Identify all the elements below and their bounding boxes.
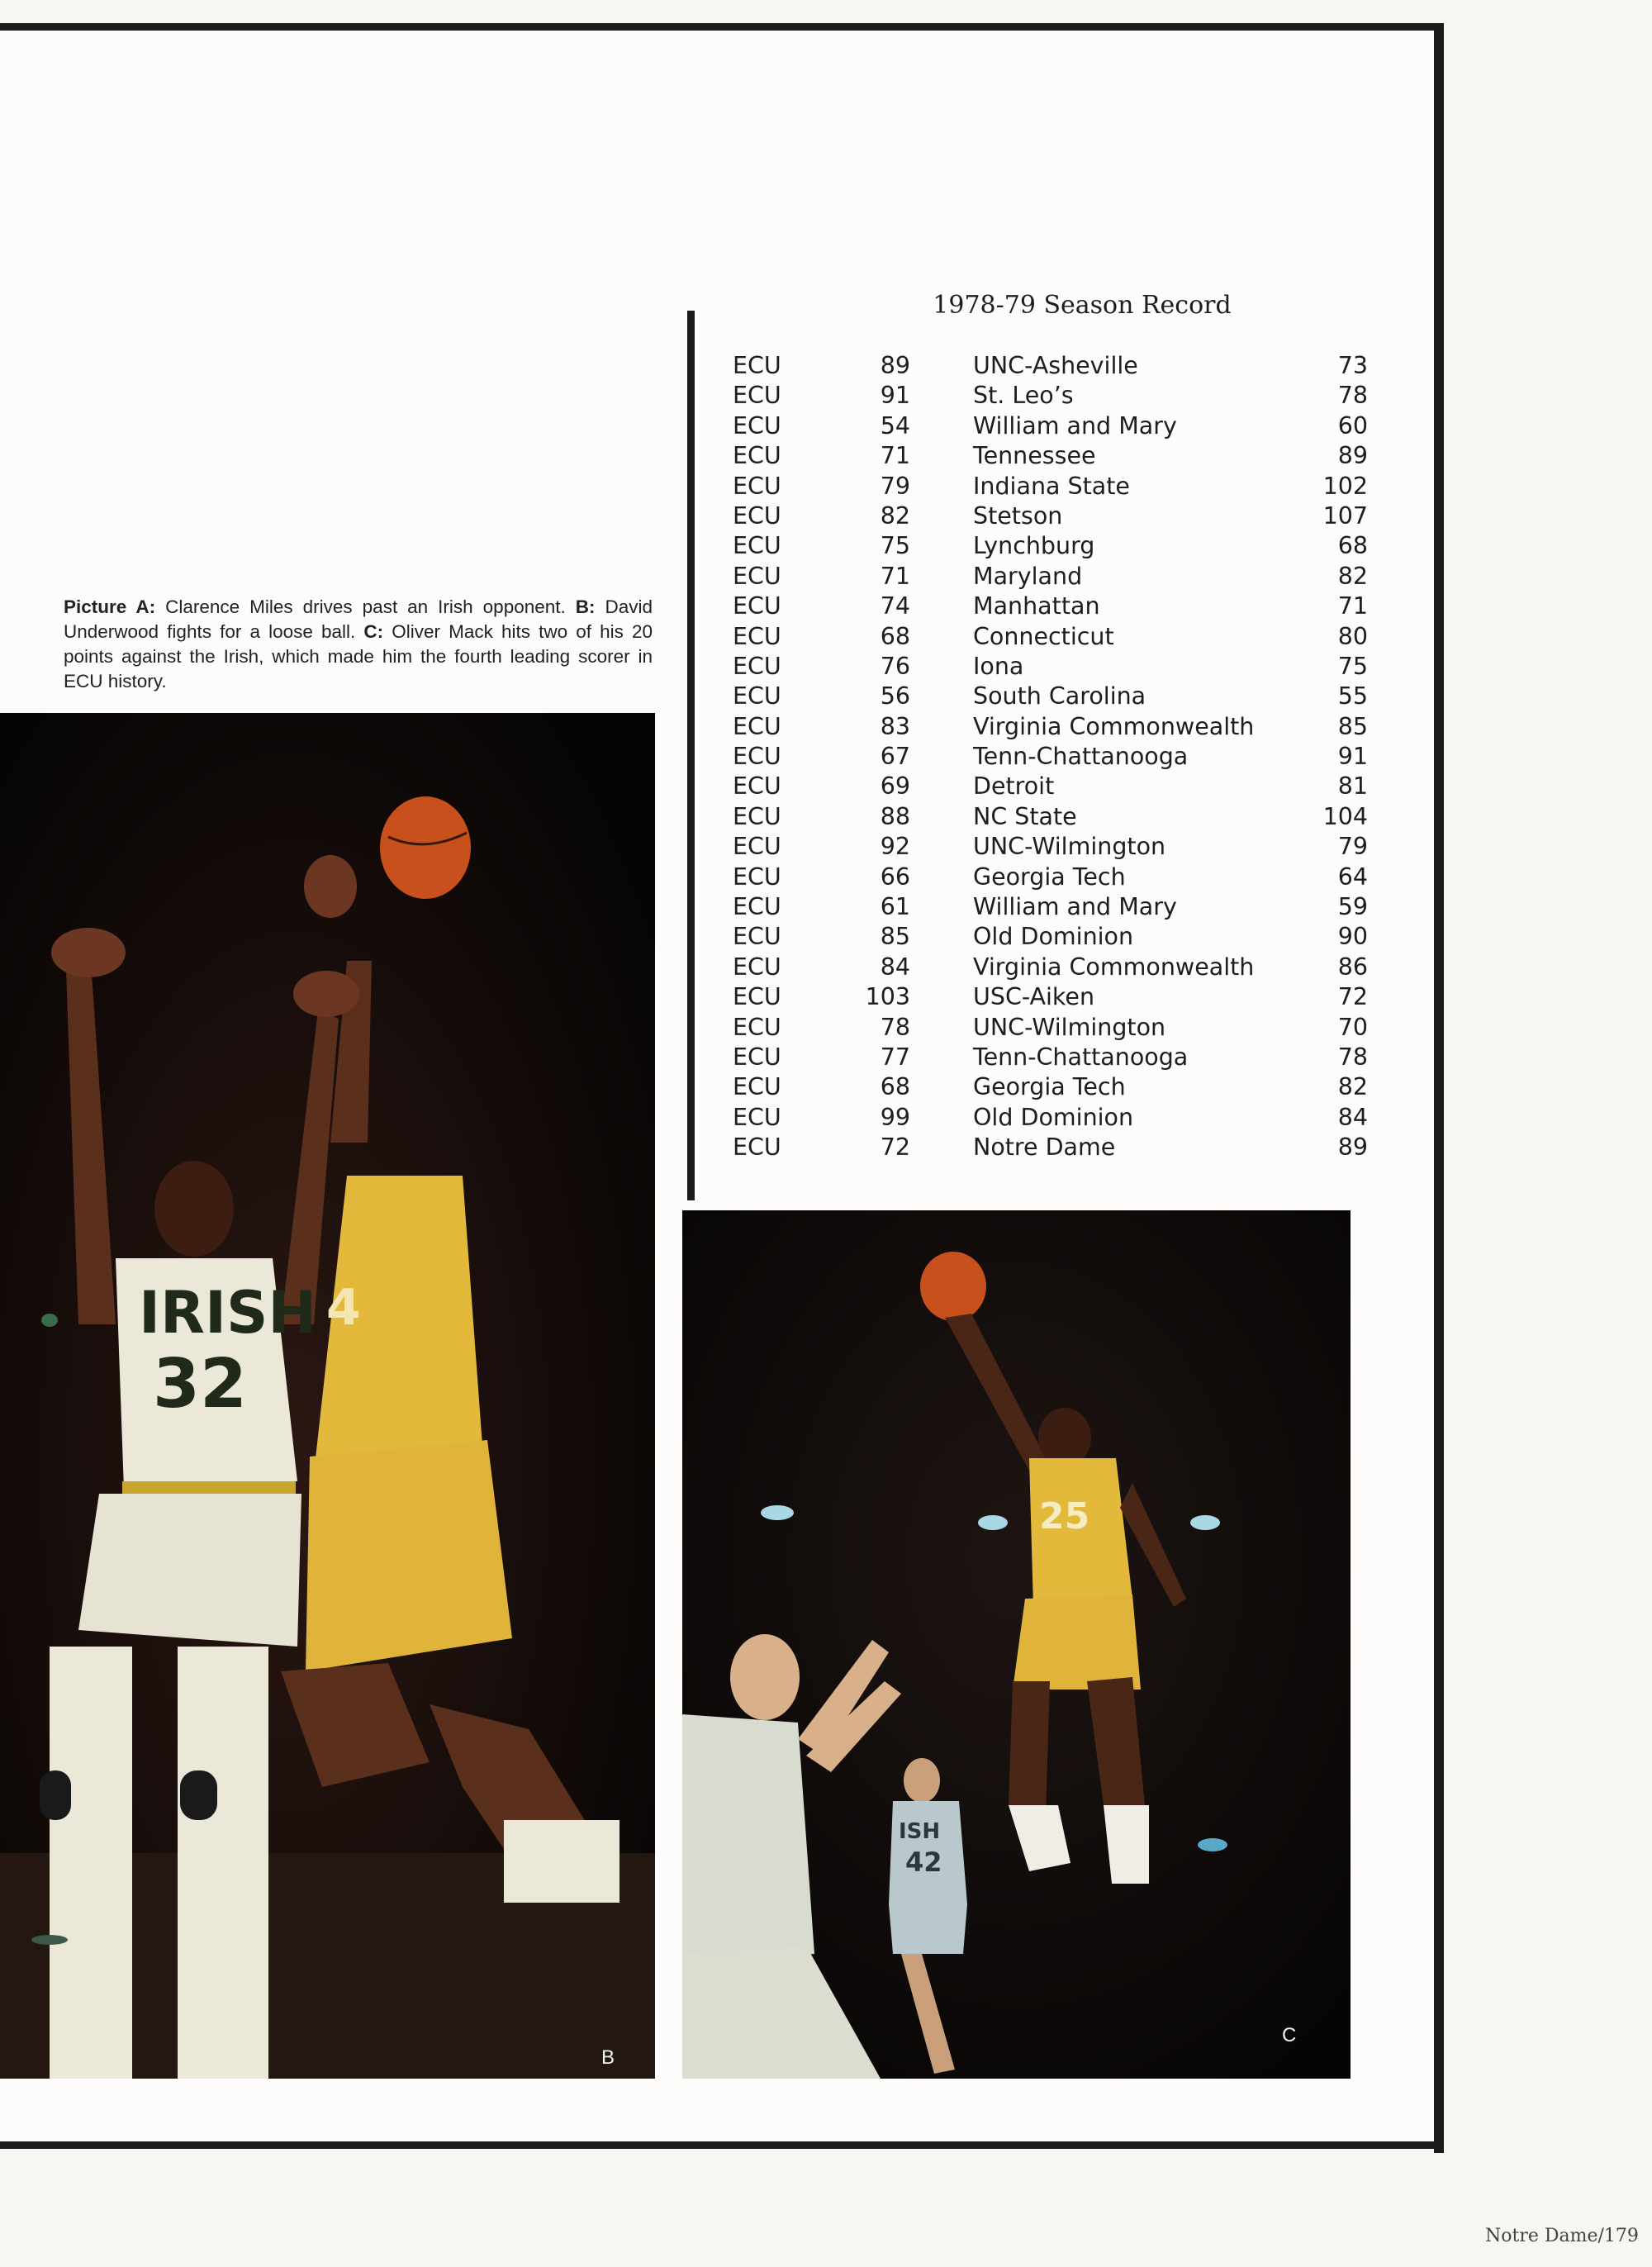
record-opponent: UNC-Asheville (973, 352, 1138, 379)
record-team: ECU (733, 682, 781, 711)
record-opponent-score: 75 (1337, 652, 1368, 680)
record-opponent: Virginia Commonwealth (973, 953, 1255, 981)
record-row (727, 351, 1379, 381)
photo-b-illustration (0, 713, 655, 2079)
record-score: 61 (880, 893, 910, 921)
record-opponent-score: 89 (1337, 1134, 1368, 1162)
record-row (727, 1013, 1379, 1043)
record-row (727, 863, 1379, 892)
record-opponent-score: 104 (1322, 802, 1368, 830)
record-team: ECU (733, 923, 781, 951)
jersey-irish-text: IRISH (139, 1279, 316, 1347)
record-opponent-score: 68 (1337, 532, 1368, 560)
record-opponent: Stetson (973, 501, 1063, 530)
record-row (727, 622, 1379, 652)
record-opponent-score: 71 (1337, 592, 1368, 620)
photo-c-illustration (682, 1210, 1351, 2079)
record-row (727, 712, 1379, 742)
record-row (727, 531, 1379, 561)
record-score: 78 (880, 1013, 910, 1041)
record-opponent: Notre Dame (973, 1134, 1116, 1162)
record-opponent-score: 80 (1337, 622, 1368, 650)
record-row (727, 953, 1379, 982)
record-row (727, 652, 1379, 682)
record-opponent: Old Dominion (973, 923, 1134, 951)
record-opponent: William and Mary (973, 893, 1177, 921)
record-score: 84 (880, 953, 910, 981)
record-score: 89 (880, 352, 910, 379)
record-opponent: South Carolina (973, 682, 1146, 711)
record-opponent: Tennessee (973, 442, 1096, 470)
record-team: ECU (733, 833, 781, 861)
record-team: ECU (733, 652, 781, 680)
record-team: ECU (733, 1043, 781, 1071)
page-frame-right (1434, 23, 1444, 2153)
record-score: 82 (880, 501, 910, 530)
record-team: ECU (733, 442, 781, 470)
record-row (727, 1133, 1379, 1162)
record-score: 54 (880, 411, 910, 440)
record-row (727, 381, 1379, 411)
page-frame-top (0, 23, 1444, 31)
record-opponent-score: 107 (1322, 501, 1368, 530)
record-team: ECU (733, 411, 781, 440)
record-opponent-score: 55 (1337, 682, 1368, 711)
record-row (727, 501, 1379, 531)
record-score: 91 (880, 382, 910, 410)
record-score: 92 (880, 833, 910, 861)
record-opponent-score: 90 (1337, 923, 1368, 951)
record-team: ECU (733, 532, 781, 560)
record-opponent: UNC-Wilmington (973, 833, 1166, 861)
record-team: ECU (733, 1013, 781, 1041)
page-folio: Notre Dame/179 (1485, 2226, 1639, 2246)
jersey-ish-text: ISH (899, 1819, 941, 1844)
record-score: 79 (880, 472, 910, 500)
photo-caption (64, 595, 653, 694)
record-score: 74 (880, 592, 910, 620)
record-row (727, 592, 1379, 621)
record-opponent-score: 85 (1337, 712, 1368, 740)
record-row (727, 1103, 1379, 1133)
record-score: 72 (880, 1134, 910, 1162)
record-row (727, 562, 1379, 592)
record-opponent-score: 82 (1337, 1073, 1368, 1101)
record-row (727, 1043, 1379, 1072)
record-row (727, 411, 1379, 441)
caption-label-b: B: (575, 596, 596, 617)
record-opponent-score: 72 (1337, 983, 1368, 1011)
photo-b-label: B (601, 2046, 615, 2069)
jersey-32-text: 32 (153, 1345, 248, 1423)
record-opponent: William and Mary (973, 411, 1177, 440)
record-row (727, 682, 1379, 711)
record-row (727, 772, 1379, 801)
record-team: ECU (733, 802, 781, 830)
record-opponent: Georgia Tech (973, 863, 1126, 891)
record-score: 71 (880, 562, 910, 590)
caption-label-c: C: (363, 620, 384, 642)
record-opponent-score: 86 (1337, 953, 1368, 981)
record-opponent-score: 89 (1337, 442, 1368, 470)
record-opponent: Virginia Commonwealth (973, 712, 1255, 740)
record-opponent: USC-Aiken (973, 983, 1095, 1011)
jersey-25-text: 25 (1039, 1495, 1090, 1537)
record-score: 66 (880, 863, 910, 891)
record-score: 77 (880, 1043, 910, 1071)
record-team: ECU (733, 743, 781, 771)
record-opponent-score: 78 (1337, 382, 1368, 410)
page-frame-bottom (0, 2141, 1444, 2149)
record-score: 71 (880, 442, 910, 470)
record-opponent-score: 78 (1337, 1043, 1368, 1071)
record-opponent-score: 60 (1337, 411, 1368, 440)
record-opponent-score: 73 (1337, 352, 1368, 379)
record-team: ECU (733, 472, 781, 500)
record-score: 75 (880, 532, 910, 560)
record-opponent: Manhattan (973, 592, 1100, 620)
caption-text-c: Oliver Mack hits two of his 20 points against the Irish, which made him the fourth leading scorer in ECU history. (64, 620, 653, 692)
record-score: 99 (880, 1103, 910, 1131)
svg-text:4: 4 (326, 1279, 361, 1337)
record-team: ECU (733, 352, 781, 379)
record-team: ECU (733, 592, 781, 620)
record-score: 69 (880, 772, 910, 801)
record-opponent: Tenn-Chattanooga (973, 743, 1189, 771)
caption-text-a: Clarence Miles drives past an Irish opponent. (155, 596, 576, 617)
record-opponent-score: 91 (1337, 743, 1368, 771)
record-score: 56 (880, 682, 910, 711)
record-row (727, 922, 1379, 952)
record-team: ECU (733, 893, 781, 921)
record-score: 76 (880, 652, 910, 680)
photo-b (0, 713, 655, 2079)
record-opponent: UNC-Wilmington (973, 1013, 1166, 1041)
record-team: ECU (733, 1073, 781, 1101)
record-row (727, 441, 1379, 471)
record-opponent: Georgia Tech (973, 1073, 1126, 1101)
record-score: 83 (880, 712, 910, 740)
record-opponent: St. Leo’s (973, 382, 1074, 410)
record-row (727, 982, 1379, 1012)
record-team: ECU (733, 622, 781, 650)
record-team: ECU (733, 1134, 781, 1162)
record-team: ECU (733, 772, 781, 801)
record-score: 67 (880, 743, 910, 771)
record-opponent-score: 70 (1337, 1013, 1368, 1041)
caption-label-a: Picture A: (64, 596, 156, 617)
record-team: ECU (733, 863, 781, 891)
season-record-title: 1978-79 Season Record (933, 291, 1232, 320)
record-team: ECU (733, 953, 781, 981)
photo-c (682, 1210, 1351, 2079)
basketball-shape-c (920, 1252, 986, 1321)
record-opponent: Maryland (973, 562, 1083, 590)
jersey-42-text: 42 (905, 1846, 942, 1878)
basketball-shape (380, 796, 471, 899)
record-score: 68 (880, 622, 910, 650)
record-team: ECU (733, 712, 781, 740)
season-record-table (727, 351, 1379, 1163)
record-row (727, 892, 1379, 922)
record-team: ECU (733, 983, 781, 1011)
record-row (727, 472, 1379, 501)
record-score: 68 (880, 1073, 910, 1101)
record-row (727, 742, 1379, 772)
record-opponent: Detroit (973, 772, 1055, 801)
record-opponent-score: 102 (1322, 472, 1368, 500)
record-opponent-score: 59 (1337, 893, 1368, 921)
record-opponent: Tenn-Chattanooga (973, 1043, 1189, 1071)
record-opponent: Indiana State (973, 472, 1130, 500)
record-row (727, 802, 1379, 832)
record-opponent: Lynchburg (973, 532, 1095, 560)
record-team: ECU (733, 1103, 781, 1131)
record-opponent-score: 84 (1337, 1103, 1368, 1131)
record-row (727, 832, 1379, 862)
record-team: ECU (733, 562, 781, 590)
record-score: 85 (880, 923, 910, 951)
record-divider-bar (687, 311, 695, 1200)
record-opponent-score: 81 (1337, 772, 1368, 801)
record-score: 103 (865, 983, 910, 1011)
record-opponent-score: 64 (1337, 863, 1368, 891)
record-team: ECU (733, 382, 781, 410)
record-opponent-score: 82 (1337, 562, 1368, 590)
record-score: 88 (880, 802, 910, 830)
record-opponent: Connecticut (973, 622, 1114, 650)
caption-text-b: David Underwood fights for a loose ball. (64, 596, 653, 642)
record-opponent: Iona (973, 652, 1024, 680)
photo-c-label: C (1282, 2024, 1297, 2046)
record-opponent: Old Dominion (973, 1103, 1134, 1131)
record-opponent-score: 79 (1337, 833, 1368, 861)
record-opponent: NC State (973, 802, 1077, 830)
record-team: ECU (733, 501, 781, 530)
record-row (727, 1072, 1379, 1102)
